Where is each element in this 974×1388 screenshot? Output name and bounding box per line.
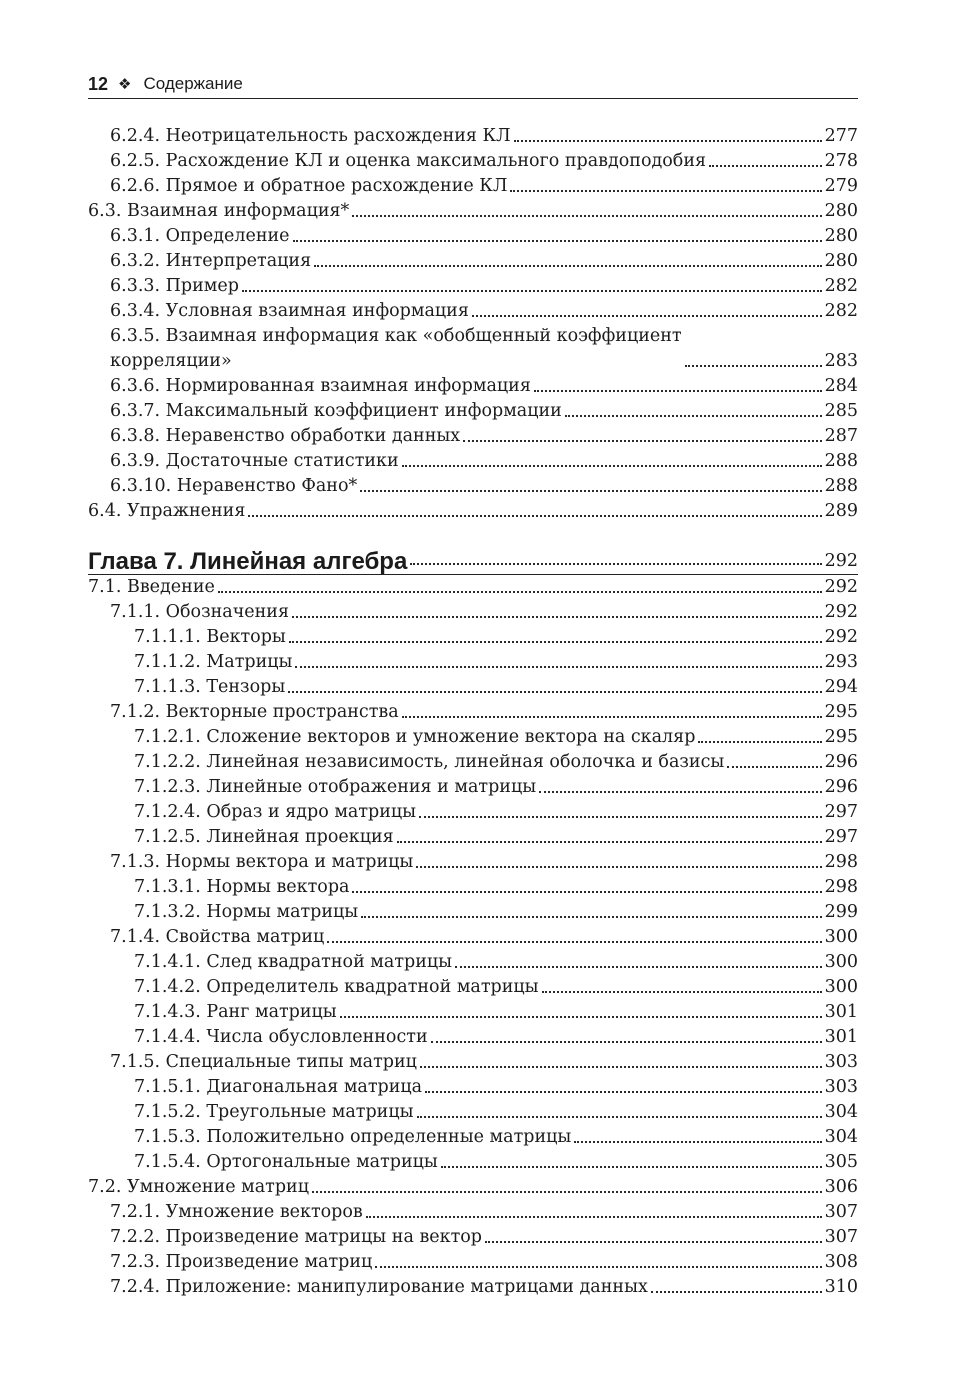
dot-leader: [314, 265, 821, 267]
dot-leader: [352, 891, 821, 893]
toc-entry-title: 6.3.7. Максимальный коэффициент информации: [110, 401, 562, 421]
dot-leader: [485, 1241, 822, 1243]
header-rule: [88, 98, 858, 99]
toc-page-number: 284: [824, 376, 858, 396]
toc-page-number: 292: [824, 627, 858, 647]
toc-page-number: 304: [824, 1127, 858, 1147]
toc-page-number: 304: [824, 1102, 858, 1122]
toc-page-number: 288: [824, 476, 858, 496]
toc-entry[interactable]: [88, 725, 858, 750]
toc-entry[interactable]: [88, 1250, 858, 1275]
toc-entry[interactable]: [88, 1175, 858, 1200]
dot-leader: [574, 1141, 821, 1143]
toc-entry-title: 7.1.2. Векторные пространства: [110, 702, 399, 722]
toc-entry[interactable]: [88, 625, 858, 650]
toc-entry[interactable]: [88, 1275, 858, 1300]
toc-entry-title: 7.2.3. Произведение матриц: [110, 1252, 373, 1272]
toc-entry-title: 7.2.1. Умножение векторов: [110, 1202, 363, 1222]
dot-leader: [709, 165, 822, 167]
toc-page-number: 282: [824, 301, 858, 321]
toc-page-number: 295: [824, 727, 858, 747]
dot-leader: [242, 290, 822, 292]
toc-page-number: 300: [824, 952, 858, 972]
toc-page-number: 283: [824, 351, 858, 371]
toc-entry[interactable]: [88, 600, 858, 625]
dot-leader: [420, 1066, 822, 1068]
toc-page-number: 296: [824, 777, 858, 797]
toc-page-number: 285: [824, 401, 858, 421]
toc-page-number: 307: [824, 1227, 858, 1247]
dot-leader: [295, 666, 821, 668]
toc-entry[interactable]: [88, 274, 858, 299]
toc-entry-title: 7.1.1.2. Матрицы: [134, 652, 293, 672]
dot-leader: [402, 465, 822, 467]
toc-entry-title: 7.1.1.1. Векторы: [134, 627, 286, 647]
toc-entry-title: 6.3.10. Неравенство Фано*: [110, 476, 358, 496]
dot-leader: [293, 240, 822, 242]
toc-entry[interactable]: [88, 1225, 858, 1250]
toc-entry-title: 7.1.4. Свойства матриц: [110, 927, 325, 947]
toc-entry-title: 6.3.1. Определение: [110, 226, 290, 246]
toc-entry-title: 6.4. Упражнения: [88, 501, 246, 521]
toc-page-number: 298: [824, 852, 858, 872]
dot-leader: [375, 1266, 821, 1268]
toc-entry-title: [110, 324, 682, 374]
toc-entry-title: 7.1.2.4. Образ и ядро матрицы: [134, 802, 417, 822]
toc-entry[interactable]: [88, 1200, 858, 1225]
toc-entry[interactable]: [88, 174, 858, 199]
dot-leader: [514, 140, 822, 142]
toc-entry[interactable]: [88, 675, 858, 700]
toc-entry[interactable]: [88, 875, 858, 900]
toc-page-number: 300: [824, 927, 858, 947]
dot-leader: [292, 616, 822, 618]
dot-leader: [727, 766, 821, 768]
toc-entry-title: 6.2.6. Прямое и обратное расхождение КЛ: [110, 176, 508, 196]
toc-entry-title: Глава 7. Линейная алгебра: [88, 548, 408, 575]
toc-page-number: 282: [824, 276, 858, 296]
toc-entry[interactable]: [88, 650, 858, 675]
toc-page-number: 298: [824, 877, 858, 897]
table-of-contents: [88, 124, 858, 1300]
toc-page-number: 280: [824, 226, 858, 246]
dot-leader: [288, 691, 821, 693]
toc-entry[interactable]: [88, 299, 858, 324]
toc-entry[interactable]: [88, 124, 858, 149]
toc-page-number: 292: [824, 551, 858, 571]
toc-entry-title: 6.3.8. Неравенство обработки данных: [110, 426, 461, 446]
dot-leader: [431, 1041, 822, 1043]
toc-page-number: 277: [824, 126, 858, 146]
toc-entry-title: 7.1.2.2. Линейная независимость, линейная оболочка и базисы: [134, 752, 725, 772]
toc-page-number: 297: [824, 827, 858, 847]
toc-entry[interactable]: [88, 775, 858, 800]
toc-entry-title: 7.1.5.3. Положительно определенные матрицы: [134, 1127, 572, 1147]
toc-entry-title-line1: 6.3.5. Взаимная информация как «обобщенный коэффициент: [110, 326, 682, 346]
dot-leader: [340, 1016, 822, 1018]
dot-leader: [366, 1216, 822, 1218]
toc-entry[interactable]: [88, 950, 858, 975]
dot-leader: [472, 315, 822, 317]
toc-page-number: 303: [824, 1052, 858, 1072]
toc-entry[interactable]: [88, 249, 858, 274]
toc-entry[interactable]: [88, 1050, 858, 1075]
toc-entry[interactable]: [88, 199, 858, 224]
dot-leader: [352, 215, 821, 217]
toc-entry[interactable]: [88, 324, 858, 374]
toc-entry[interactable]: [88, 399, 858, 424]
toc-entry[interactable]: [88, 149, 858, 174]
dot-leader: [685, 365, 822, 367]
toc-entry-title: 7.1.4.4. Числа обусловленности: [134, 1027, 428, 1047]
toc-page-number: 296: [824, 752, 858, 772]
toc-page-number: 280: [824, 251, 858, 271]
dot-leader: [651, 1291, 822, 1293]
toc-page-number: 301: [824, 1002, 858, 1022]
dot-leader: [510, 190, 821, 192]
toc-entry[interactable]: [88, 800, 858, 825]
toc-entry-title: 7.1.3.1. Нормы вектора: [134, 877, 350, 897]
toc-entry-title: 7.2.2. Произведение матрицы на вектор: [110, 1227, 483, 1247]
toc-page-number: 308: [824, 1252, 858, 1272]
dot-leader: [441, 1166, 822, 1168]
toc-entry-title: 7.1.2.5. Линейная проекция: [134, 827, 394, 847]
toc-entry-title: 7.1.4.3. Ранг матрицы: [134, 1002, 337, 1022]
toc-entry-title: 7.1.5. Специальные типы матриц: [110, 1052, 417, 1072]
toc-entry-title: 7.1.3. Нормы вектора и матрицы: [110, 852, 414, 872]
toc-entry-title: 7.2. Умножение матриц: [88, 1177, 309, 1197]
dot-leader: [402, 716, 822, 718]
toc-entry[interactable]: [88, 1025, 858, 1050]
toc-page-number: 305: [824, 1152, 858, 1172]
toc-page-number: 307: [824, 1202, 858, 1222]
dot-leader: [542, 991, 822, 993]
toc-entry[interactable]: [88, 750, 858, 775]
toc-page-number: 288: [824, 451, 858, 471]
toc-page-number: 297: [824, 802, 858, 822]
toc-page-number: 293: [824, 652, 858, 672]
toc-entry-title: 6.2.4. Неотрицательность расхождения КЛ: [110, 126, 511, 146]
toc-entry[interactable]: [88, 474, 858, 499]
toc-entry-title: 6.3. Взаимная информация*: [88, 201, 350, 221]
toc-entry[interactable]: [88, 700, 858, 725]
toc-entry[interactable]: [88, 925, 858, 950]
toc-page-number: 292: [824, 577, 858, 597]
toc-entry[interactable]: [88, 424, 858, 449]
dot-leader: [425, 1091, 821, 1093]
toc-entry[interactable]: [88, 224, 858, 249]
toc-entry[interactable]: [88, 449, 858, 474]
toc-entry-title: 7.1.5.2. Треугольные матрицы: [134, 1102, 414, 1122]
toc-entry-title: 7.1.1.3. Тензоры: [134, 677, 286, 697]
toc-entry[interactable]: [88, 900, 858, 925]
toc-page-number: 278: [824, 151, 858, 171]
dot-leader: [218, 591, 822, 593]
toc-entry[interactable]: [88, 1125, 858, 1150]
toc-page-number: 280: [824, 201, 858, 221]
toc-entry-title: 6.3.2. Интерпретация: [110, 251, 312, 271]
toc-page-number: 294: [824, 677, 858, 697]
toc-entry[interactable]: [88, 499, 858, 524]
dot-leader: [410, 563, 821, 565]
toc-entry[interactable]: [88, 1100, 858, 1125]
toc-entry-title: 7.1.5.4. Ортогональные матрицы: [134, 1152, 438, 1172]
toc-entry[interactable]: [88, 850, 858, 875]
dot-leader: [565, 415, 822, 417]
toc-entry[interactable]: [88, 575, 858, 600]
toc-page-number: 300: [824, 977, 858, 997]
toc-entry-title: 7.1.5.1. Диагональная матрица: [134, 1077, 423, 1097]
toc-entry[interactable]: [88, 374, 858, 399]
dot-leader: [248, 515, 821, 517]
dot-leader: [312, 1191, 822, 1193]
toc-page-number: 306: [824, 1177, 858, 1197]
toc-entry-title: 7.1.2.1. Сложение векторов и умножение вектора на скаляр: [134, 727, 696, 747]
dot-leader: [289, 641, 822, 643]
dot-leader: [416, 866, 821, 868]
toc-entry-title: 6.2.5. Расхождение КЛ и оценка максимального правдоподобия: [110, 151, 707, 171]
toc-page-number: 310: [824, 1277, 858, 1297]
dot-leader: [360, 490, 821, 492]
toc-page-number: 301: [824, 1027, 858, 1047]
toc-chapter-entry[interactable]: [88, 534, 858, 575]
dot-leader: [417, 1116, 822, 1118]
dot-leader: [539, 791, 821, 793]
running-header-title: Содержание: [143, 74, 243, 93]
toc-entry[interactable]: [88, 975, 858, 1000]
toc-entry-title: 7.1.1. Обозначения: [110, 602, 290, 622]
toc-entry-title: 6.3.3. Пример: [110, 276, 239, 296]
dot-leader: [397, 841, 822, 843]
dot-leader: [361, 916, 821, 918]
toc-entry-title: 7.1.4.1. След квадратной матрицы: [134, 952, 453, 972]
toc-page-number: 289: [824, 501, 858, 521]
toc-entry-title: 7.2.4. Приложение: манипулирование матрицами данных: [110, 1277, 648, 1297]
dot-leader: [455, 966, 822, 968]
toc-entry[interactable]: [88, 1075, 858, 1100]
toc-entry-title: 6.3.9. Достаточные статистики: [110, 451, 399, 471]
toc-entry[interactable]: [88, 1000, 858, 1025]
toc-entry-title-line2: корреляции»: [110, 351, 232, 371]
dot-leader: [419, 816, 822, 818]
toc-page-number: 303: [824, 1077, 858, 1097]
toc-page-number: 292: [824, 602, 858, 622]
page-number: 12: [88, 73, 109, 94]
dot-leader: [463, 440, 821, 442]
toc-page-number: 295: [824, 702, 858, 722]
dot-leader: [698, 741, 821, 743]
toc-entry-title: 7.1.3.2. Нормы матрицы: [134, 902, 359, 922]
running-header: [88, 70, 858, 98]
dot-leader: [534, 390, 822, 392]
toc-entry-title: 7.1.4.2. Определитель квадратной матрицы: [134, 977, 539, 997]
toc-entry-title: 7.1.2.3. Линейные отображения и матрицы: [134, 777, 537, 797]
toc-entry-title: 6.3.6. Нормированная взаимная информация: [110, 376, 531, 396]
dot-leader: [327, 941, 821, 943]
toc-entry[interactable]: [88, 825, 858, 850]
toc-page-number: 287: [824, 426, 858, 446]
toc-entry-title: 7.1. Введение: [88, 577, 215, 597]
toc-page-number: 299: [824, 902, 858, 922]
toc-page-number: 279: [824, 176, 858, 196]
diamond-ornament-icon: ❖: [118, 76, 132, 93]
toc-entry[interactable]: [88, 1150, 858, 1175]
toc-entry-title: 6.3.4. Условная взаимная информация: [110, 301, 469, 321]
